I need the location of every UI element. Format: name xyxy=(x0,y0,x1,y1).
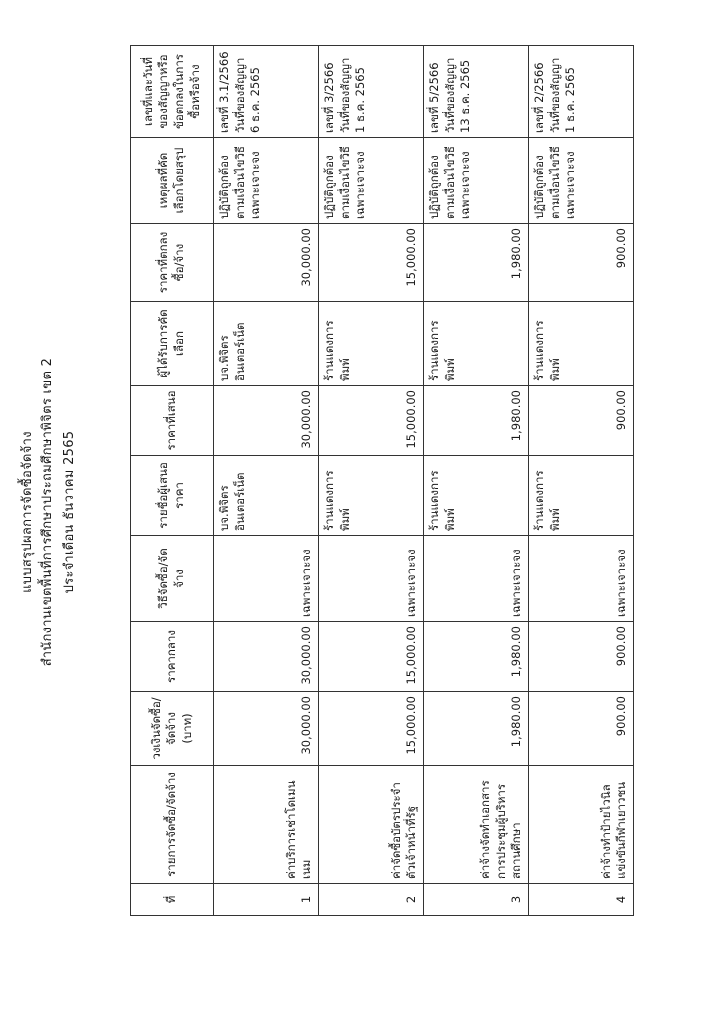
col-header-bid-price: ราคาที่เสนอ xyxy=(131,386,214,456)
row-item: ค่าจ้างจัดทำเอกสารการประชุมผู้บริหารสถานศึกษา xyxy=(424,766,529,884)
col-header-reason: เหตุผลที่คัดเลือกโดยสรุป xyxy=(131,138,214,224)
row-selected: ร้านแดงการพิมพ์ xyxy=(424,302,529,386)
row-bid-price: 30,000.00 xyxy=(214,386,319,456)
col-header-budget: วงเงินจัดซื้อ/จัดจ้าง (บาท) xyxy=(131,692,214,766)
col-header-item: รายการจัดซื้อ/จัดจ้าง xyxy=(131,766,214,884)
row-reason: ปฏิบัติถูกต้องตามเงื่อนไขวิธีเฉพาะเจาะจง xyxy=(529,138,634,224)
col-header-median-price: ราคากลาง xyxy=(131,622,214,692)
row-median-price: 1,980.00 xyxy=(424,622,529,692)
document-title: แบบสรุปผลการจัดซื้อจัดจ้าง xyxy=(20,431,35,593)
table-header-row xyxy=(131,46,214,916)
table-row xyxy=(529,46,634,916)
row-median-price: 900.00 xyxy=(529,622,634,692)
table-row xyxy=(319,46,424,916)
row-item: ค่าจัดซื้อบัตรประจำตัวเจ้าหน้าที่รัฐ xyxy=(319,766,424,884)
table-row xyxy=(214,46,319,916)
row-budget: 15,000.00 xyxy=(319,692,424,766)
report-month: ประจำเดือน ธันวาคม 2565 xyxy=(62,430,77,594)
row-median-price: 30,000.00 xyxy=(214,622,319,692)
row-no: 3 xyxy=(424,884,529,916)
row-bidders: ร้านแดงการพิมพ์ xyxy=(319,456,424,536)
col-header-agreed-price: ราคาที่ตกลงซื้อ/จ้าง xyxy=(131,224,214,302)
row-bidders: บจ.พิจิตรอินเตอร์เน็ต xyxy=(214,456,319,536)
row-item: ค่าบริการเช่าโดเมนเนม xyxy=(214,766,319,884)
row-selected: บจ.พิจิตรอินเตอร์เน็ต xyxy=(214,302,319,386)
row-reason: ปฏิบัติถูกต้องตามเงื่อนไขวิธีเฉพาะเจาะจง xyxy=(424,138,529,224)
col-header-no: ที่ xyxy=(131,884,214,916)
row-method: เฉพาะเจาะจง xyxy=(214,536,319,622)
row-median-price: 15,000.00 xyxy=(319,622,424,692)
row-contract: เลขที่ 2/2566 วันที่ของสัญญา 1 ธ.ค. 2565 xyxy=(529,46,634,138)
row-method: เฉพาะเจาะจง xyxy=(529,536,634,622)
row-agreed-price: 900.00 xyxy=(529,224,634,302)
row-no: 4 xyxy=(529,884,634,916)
row-bidders: ร้านแดงการพิมพ์ xyxy=(529,456,634,536)
col-header-method: วิธีจัดซื้อ/จัดจ้าง xyxy=(131,536,214,622)
row-item: ค่าจ้างทำป้ายไวนิลแข่งขันกีฬาเยาวชน xyxy=(529,766,634,884)
row-selected: ร้านแดงการพิมพ์ xyxy=(319,302,424,386)
row-agreed-price: 15,000.00 xyxy=(319,224,424,302)
procurement-summary-table xyxy=(130,45,634,916)
row-bid-price: 900.00 xyxy=(529,386,634,456)
row-selected: ร้านแดงการพิมพ์ xyxy=(529,302,634,386)
row-agreed-price: 1,980.00 xyxy=(424,224,529,302)
row-budget: 30,000.00 xyxy=(214,692,319,766)
row-budget: 900.00 xyxy=(529,692,634,766)
col-header-bidders: รายชื่อผู้เสนอราคา xyxy=(131,456,214,536)
row-contract: เลขที่ 5/2566 วันที่ของสัญญา 13 ธ.ค. 2565 xyxy=(424,46,529,138)
row-bidders: ร้านแดงการพิมพ์ xyxy=(424,456,529,536)
row-reason: ปฏิบัติถูกต้องตามเงื่อนไขวิธีเฉพาะเจาะจง xyxy=(319,138,424,224)
row-budget: 1,980.00 xyxy=(424,692,529,766)
row-method: เฉพาะเจาะจง xyxy=(424,536,529,622)
row-contract: เลขที่ 3.1/2566 วันที่ของสัญญา 6 ธ.ค. 2565 xyxy=(214,46,319,138)
row-bid-price: 15,000.00 xyxy=(319,386,424,456)
office-name: สำนักงานเขตพื้นที่การศึกษาประถมศึกษาพิจิตร เขต 2 xyxy=(40,357,55,667)
row-contract: เลขที่ 3/2566 วันที่ของสัญญา 1 ธ.ค. 2565 xyxy=(319,46,424,138)
col-header-selected: ผู้ได้รับการคัดเลือก xyxy=(131,302,214,386)
row-no: 2 xyxy=(319,884,424,916)
row-no: 1 xyxy=(214,884,319,916)
row-method: เฉพาะเจาะจง xyxy=(319,536,424,622)
row-bid-price: 1,980.00 xyxy=(424,386,529,456)
col-header-contract: เลขที่และวันที่ของสัญญาหรือข้อตกลงในการซื้อหรือจ้าง xyxy=(131,46,214,138)
table-row xyxy=(424,46,529,916)
row-agreed-price: 30,000.00 xyxy=(214,224,319,302)
row-reason: ปฏิบัติถูกต้องตามเงื่อนไขวิธีเฉพาะเจาะจง xyxy=(214,138,319,224)
